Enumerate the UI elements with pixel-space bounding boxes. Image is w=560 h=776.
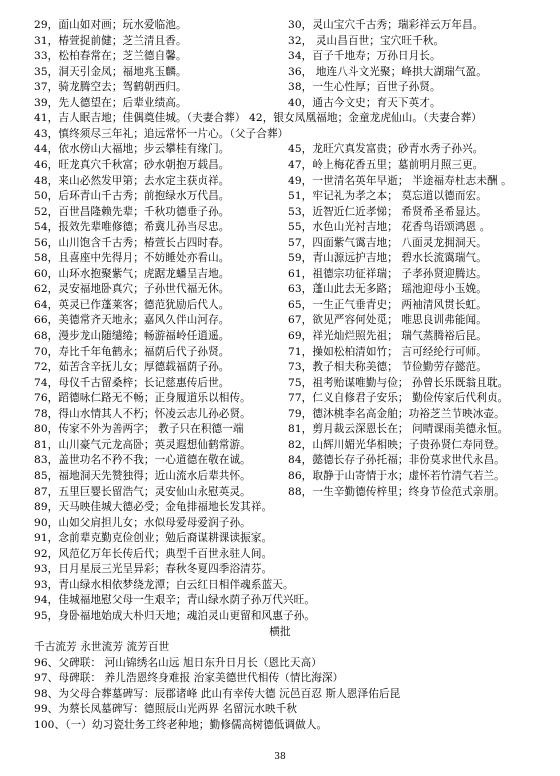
couplet-left: 72，茹苦含辛抚儿女；厚德载福荫子孙。 xyxy=(34,361,230,374)
couplet-left: 68，漫步龙山随缱绻；畅游福岭任逍遥。 xyxy=(34,330,230,342)
section-heading: 横批 xyxy=(269,625,291,638)
couplet-left: 29，面山如对画；玩水爱临池。 xyxy=(34,19,187,31)
couplet-line: 92，风范亿万年长传后代；典型千百世永驻人间。 xyxy=(34,547,273,560)
couplet-right: 75，祖考贻谋唯勤与俭； 孙曾长乐既翁且耽。 xyxy=(288,376,509,389)
couplet-left: 60，山环水抱聚紫气；虎踞龙蟠呈吉地。 xyxy=(34,267,230,280)
couplet-line: 94，佳城福地慰父母一生艰辛；青山绿水荫子孙万代兴旺。 xyxy=(34,594,316,607)
couplet-left: 31，椿萱捉前健；芝兰清且香。 xyxy=(34,34,187,47)
couplet-left: 56，山川饱含千古秀；椿萱长占四时春。 xyxy=(34,236,230,249)
couplet-left: 62，灵安福地卧真穴；子孙世代福无休。 xyxy=(34,283,230,296)
couplet-right: 84，懿德长存子孙托福；非份莫求世代永昌。 xyxy=(288,454,505,467)
couplet-left: 58，且喜座中先得月；不妨睡处亦看山。 xyxy=(34,252,230,265)
couplet-right: 53，近智近仁近孝悌； 希贤希圣希显达。 xyxy=(288,205,487,218)
couplet-right: 88，一生辛勤德传梓里；终身节俭范式亲朋。 xyxy=(288,485,505,498)
couplet-right: 79，德沐桃李名高金舶；功裕芝兰节映冰壶。 xyxy=(288,407,505,420)
couplet-right: 63，蓬山此去无多路； 瑶池迎母小玉娩。 xyxy=(288,283,487,296)
couplet-right: 49，一世清名英年早逝； 半途福寿杜志未酬 。 xyxy=(288,174,512,187)
couplet-line: 99、为蔡长凤墓碑写：德照辰山光两界 名留沅水映千秋 xyxy=(34,703,298,716)
couplet-right: 36， 地连八斗文光聚；峰拱大湖瑞气盈。 xyxy=(288,65,487,78)
couplet-right: 57，四面紫气霭吉地； 八面灵龙拥洞天。 xyxy=(288,236,487,249)
couplet-line: 97、母碑联： 养儿浩恩终身难报 治家美德世代相传（情比海深） xyxy=(34,672,344,685)
couplet-left: 39，先人德望在；后辈业绩高。 xyxy=(34,96,187,109)
couplet-line: 千古流芳 永世流芳 流芳百世 xyxy=(34,641,170,653)
couplet-right: 67，欲见严容何处觅； 唯思良训弗能闻。 xyxy=(288,314,487,327)
couplet-line: 98、为父母合葬墓碑写：辰郡诸峰 此山有幸传大德 沅邑百忍 斯人恩泽佑后昆 xyxy=(34,687,401,700)
couplet-line: 43，慎终须尽三年礼；追远常怀一片心。（父子合葬） xyxy=(34,127,289,140)
couplet-right: 82，山辉川媚光华相映；子贵孙贤仁寿同登。 xyxy=(288,438,505,451)
couplet-right: 81，剪月裁云深恩长在； 问晴课雨美德永恒。 xyxy=(288,423,509,436)
couplet-right: 40，通古今文史；育天下英才。 xyxy=(288,96,441,109)
couplet-left: 44，依水傍山大福地；步云攀桂有缘门。 xyxy=(34,143,230,156)
couplet-left: 37，骑龙腾空去；驾鹤朝西归。 xyxy=(34,81,187,94)
couplet-line: 90，山如父肩担儿女；水似母爱母爱润子孙。 xyxy=(34,516,251,529)
couplet-right: 61，祖德宗功征祥瑞； 子孝孙贤迎腾达。 xyxy=(288,267,487,280)
couplet-right: 73，教子相夫称美德； 节俭勤劳存懿范。 xyxy=(288,361,487,374)
couplet-left: 64，英灵已作蓬莱客；德范犹励后代人。 xyxy=(34,298,230,311)
couplet-left: 74，母仪千古留桑梓；长记慈惠传后世。 xyxy=(34,376,230,389)
couplet-right: 45，龙旺穴真发富贵；砂青水秀子孙兴。 xyxy=(288,143,484,156)
couplet-right: 34，百子千地寿；万孙日月长。 xyxy=(288,50,441,63)
couplet-right: 65，一生正气垂青史； 两袖清风贯长虹。 xyxy=(288,298,487,311)
couplet-right: 69，祥光灿烂照先祖； 瑞气蒸腾裕后昆。 xyxy=(288,330,487,342)
couplet-right: 32， 灵山昌百世；宝穴旺千秋。 xyxy=(288,34,445,47)
couplet-left: 66，美德常齐天地永；嘉风久伴山河存。 xyxy=(34,314,230,327)
couplet-left: 83，盖世功名不矜不我；一心道德在敬在诚。 xyxy=(34,454,251,467)
couplet-left: 70，寿比千年龟鹤永；福荫后代子孙贤。 xyxy=(34,345,230,358)
page-number: 38 xyxy=(274,752,286,762)
couplet-right: 86，取静于山寄情于水；虚怀若竹清气若兰。 xyxy=(288,470,505,482)
couplet-right: 55，水色山光衬吉地； 花香鸟语颂鸿恩 。 xyxy=(288,221,491,234)
couplet-right: 51，牢记礼为孝之本； 莫忘道以德而宏。 xyxy=(288,190,487,203)
couplet-line: 91，念前辈克勤克俭创业；勉后裔谋耕课读振家。 xyxy=(34,532,273,545)
couplet-right: 59，青山源远护吉地； 碧水长流霭瑞气。 xyxy=(288,252,487,265)
couplet-left: 81，山川豪气元龙高卧；英灵遐想仙鹤常游。 xyxy=(34,438,251,451)
couplet-left: 46，旺龙真穴千秋富；砂水朝抱万载昌。 xyxy=(34,159,230,171)
couplet-left: 33，松柏春常在；芝兰德自馨。 xyxy=(34,50,187,63)
couplet-line: 100、（一）幼习瓷壮务工终老种地；勤修儒高树德低调做人。 xyxy=(34,718,328,731)
couplet-left: 78，得山水情其人不朽；怀凌云志儿孙必贤。 xyxy=(34,407,251,420)
couplet-line: 93，青山绿水相依梦绕龙潭；白云红日相伴魂系蓝天。 xyxy=(34,578,294,591)
couplet-left: 80，传家不外为善两字； 教子只在积德一端 xyxy=(34,423,244,436)
couplet-left: 54，报效先辈唯修德；希冀儿孙当尽忠。 xyxy=(34,221,230,234)
couplet-right: 38，一生心性厚；百世子孙贤。 xyxy=(288,81,441,94)
couplet-right: 47，岭上梅花香五里；墓前明月照三更。 xyxy=(288,159,484,171)
couplet-line: 41，吉人眠吉地；佳偶奠佳城。（夫妻合葬） 42，银女凤凰福地；金童龙虎仙山。（夫妻合葬） xyxy=(34,112,482,125)
couplet-line: 96、父碑联： 河山锦绣名山远 旭日东升日月长（恩比天高） xyxy=(34,656,322,669)
couplet-left: 35，洞天引金凤；福地兆玉麟。 xyxy=(34,65,187,78)
couplet-right: 30，灵山宝穴千古秀；瑞彩祥云万年昌。 xyxy=(288,19,484,31)
couplet-line: 89，天马映佳城大德必受；金龟排福地长发其祥。 xyxy=(34,501,273,514)
couplet-left: 50，后环青山千古秀；前抱绿水万代昌。 xyxy=(34,190,230,203)
couplet-left: 48，来山必然发甲第；去水定主获贞祥。 xyxy=(34,174,230,187)
couplet-left: 87，五里巨婴长留浩气；灵安仙山永慰英灵。 xyxy=(34,485,251,498)
couplet-left: 52，百世昌隆赖先辈；千秋功德垂子孙。 xyxy=(34,205,230,218)
couplet-right: 77，仁义自修君子安乐； 勤俭传家后代利贞。 xyxy=(288,392,509,405)
couplet-line: 95，身卧福地始成大朴归天地；魂泊灵山更留和风惠子孙。 xyxy=(34,609,316,622)
couplet-line: 93，日月星辰三光呈异彩；春秋冬夏四季浴清芬。 xyxy=(34,563,273,576)
couplet-left: 85，福地洞天先赞独得；近山流水后辈共怀。 xyxy=(34,470,251,482)
couplet-right: 71，操如松柏清如竹； 言可经纶行可师。 xyxy=(288,345,487,358)
couplet-left: 76，蹈德咏仁路无不畅；正身履道乐以相传。 xyxy=(34,392,251,405)
